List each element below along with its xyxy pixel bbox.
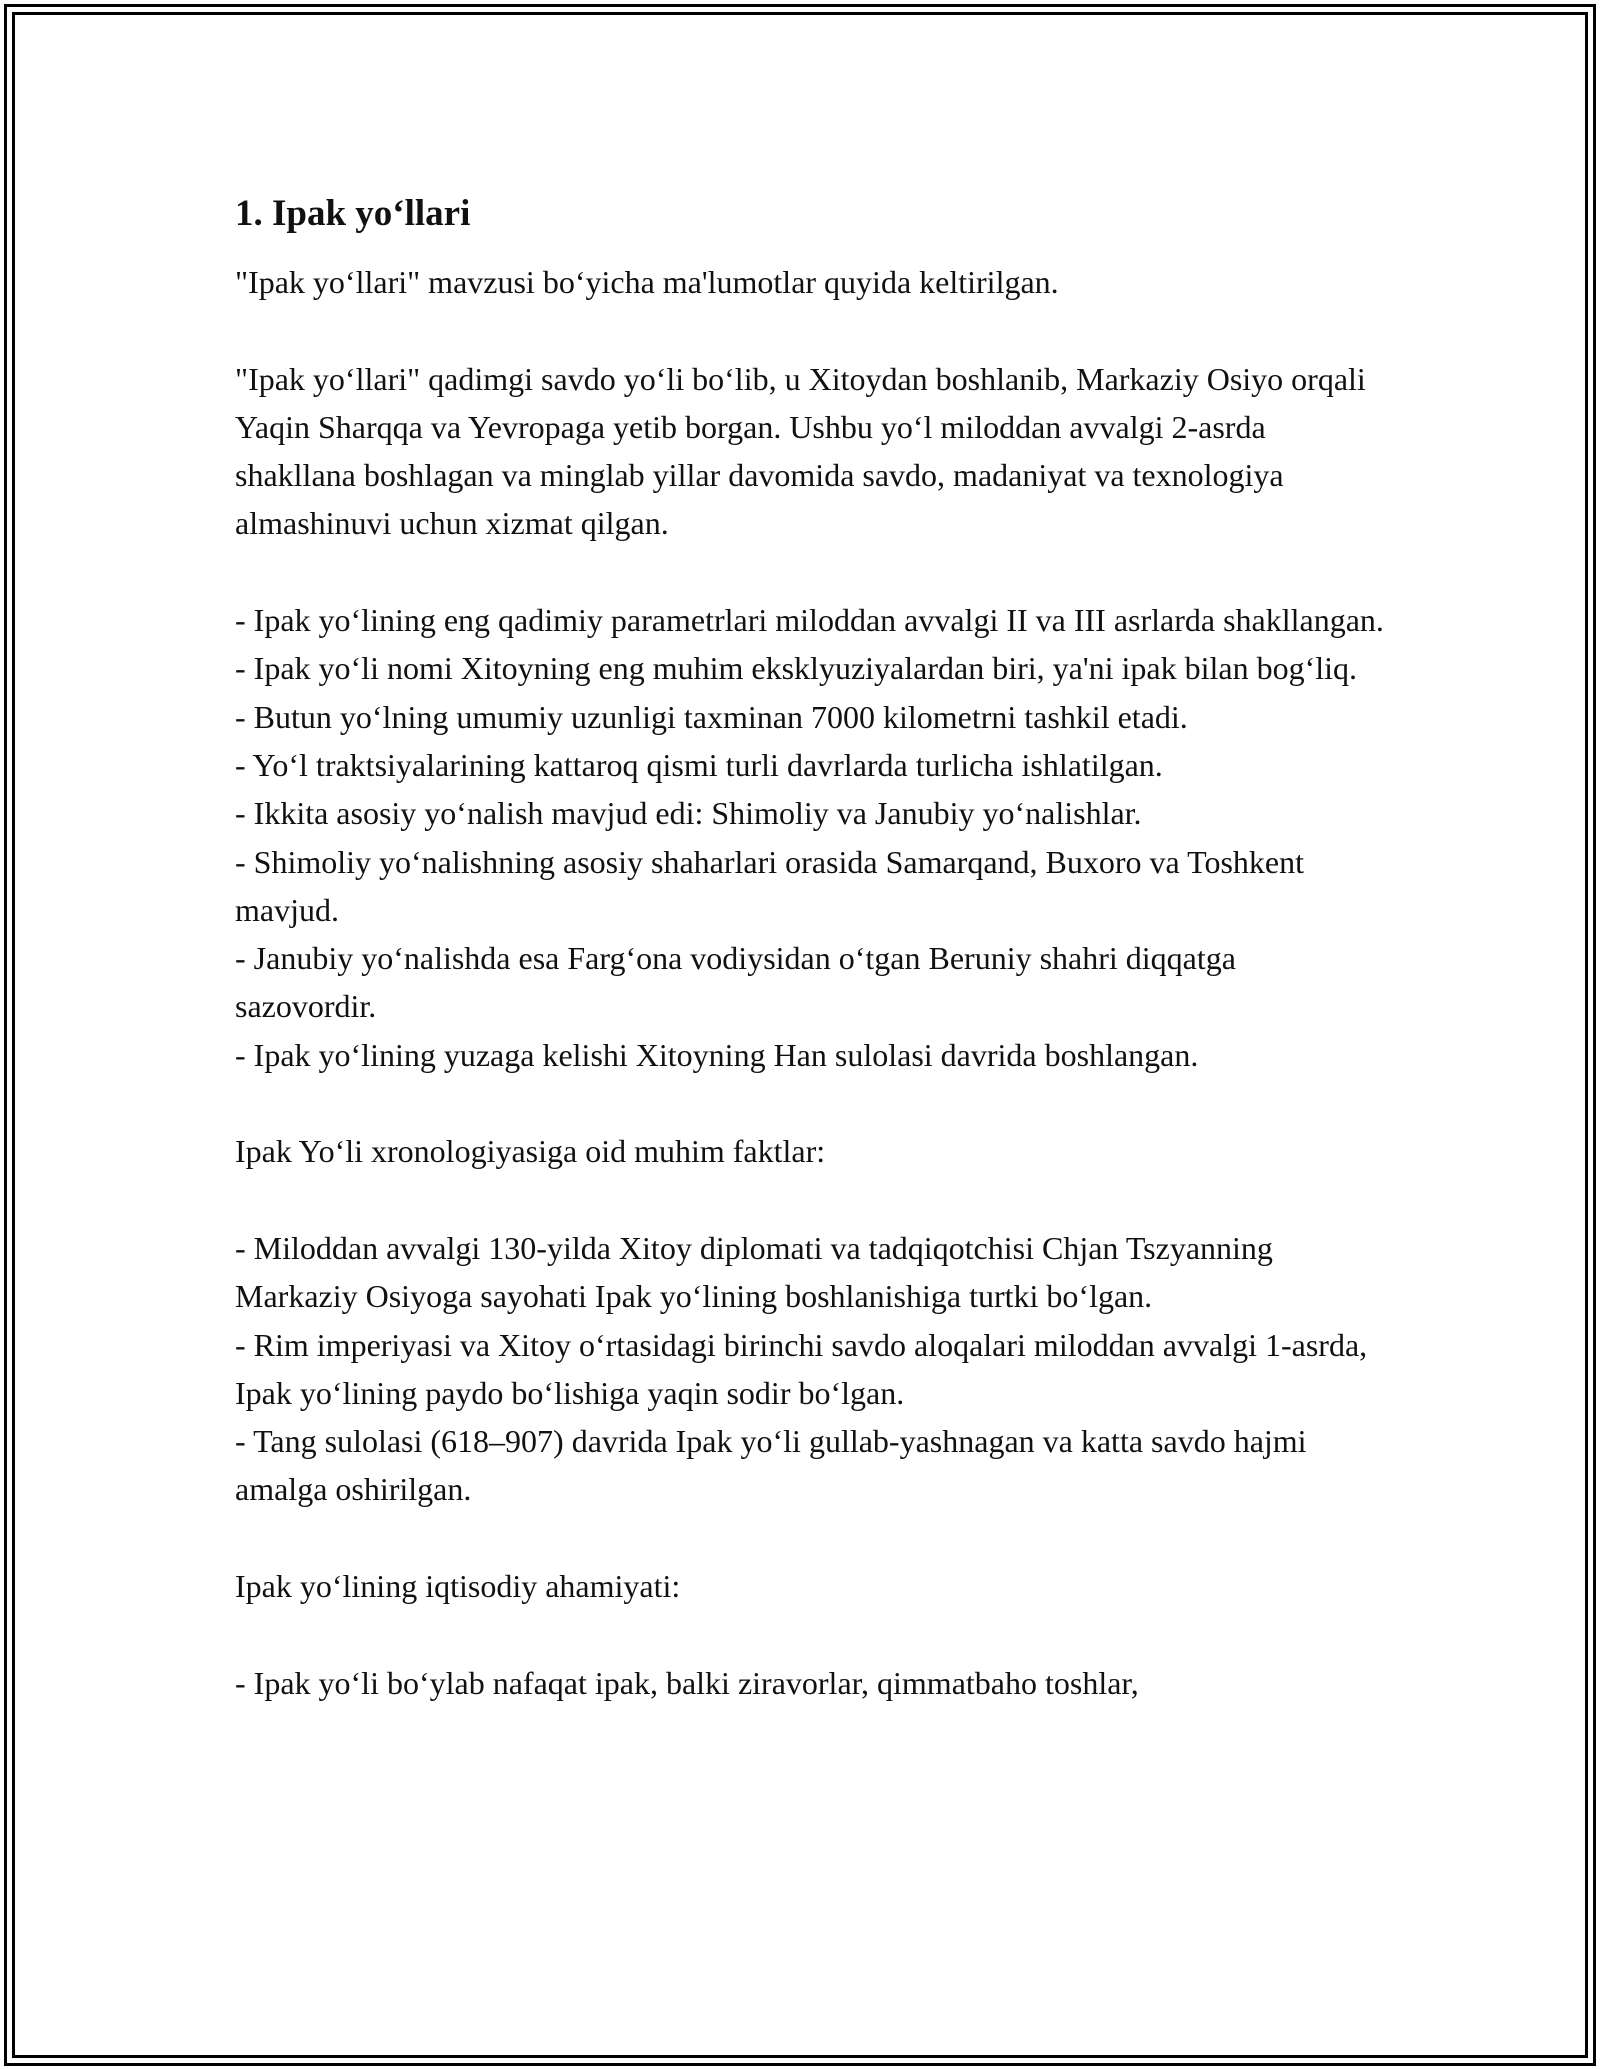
fact-item: - Yo‘l traktsiyalarining kattaroq qismi turli davrlarda turlicha ishlatilgan. — [235, 746, 1163, 783]
paragraph-gap — [235, 548, 1385, 596]
document-body — [235, 188, 1385, 1707]
fact-item: - Ipak yo‘lining yuzaga kelishi Xitoyning Han sulolasi davrida boshlangan. — [235, 1036, 1199, 1073]
section-heading: 1. Ipak yo‘llari — [235, 193, 471, 234]
fact-item: - Ipak yo‘lining eng qadimiy parametrlari miloddan avvalgi II va III asrlarda shakllangan. — [235, 602, 1384, 639]
economic-item: - Ipak yo‘li bo‘ylab nafaqat ipak, balki ziravorlar, qimmatbaho toshlar, — [235, 1664, 1139, 1701]
chronology-list — [235, 1224, 1385, 1514]
fact-item: - Shimoliy yo‘nalishning asosiy shaharlari orasida Samarqand, Buxoro va Toshkent mavjud. — [235, 843, 1312, 928]
chronology-item: - Rim imperiyasi va Xitoy o‘rtasidagi birinchi savdo aloqalari miloddan avvalgi 1-asrda, Ipak yo‘lining paydo bo‘lishiga yaqin sodir bo‘lgan. — [235, 1326, 1376, 1411]
chronology-item: - Tang sulolasi (618–907) davrida Ipak yo‘li gullab-yashnagan va katta savdo hajmi amalga oshirilgan. — [235, 1423, 1315, 1508]
paragraph-gap — [235, 1514, 1385, 1562]
fact-item: - Ikkita asosiy yo‘nalish mavjud edi: Shimoliy va Janubiy yo‘nalishlar. — [235, 795, 1142, 832]
paragraph-gap — [235, 306, 1385, 354]
chronology-item: - Miloddan avvalgi 130-yilda Xitoy diplomati va tadqiqotchisi Chjan Tszyanning Markaziy Osiyoga sayohati Ipak yo‘lining boshlanishiga turtki bo‘lgan. — [235, 1229, 1281, 1315]
paragraph-gap — [235, 1610, 1385, 1658]
paragraph-gap — [235, 1176, 1385, 1224]
fact-item: - Butun yo‘lning umumiy uzunligi taxminan 7000 kilometrni tashkil etadi. — [235, 698, 1188, 735]
description-paragraph: "Ipak yo‘llari" qadimgi savdo yo‘li bo‘lib, u Xitoydan boshlanib, Markaziy Osiyo orqali Yaqin Sharqqa va Yevropaga yetib borgan. Ushbu yo‘l miloddan avvalgi 2-asrda shakllana boshlagan va minglab yillar davomida savdo, madaniyat va texnologiya almashinuvi uchun xizmat qilgan. — [235, 360, 1373, 542]
economic-list — [235, 1659, 1385, 1707]
paragraph-gap — [235, 1079, 1385, 1127]
economic-title: Ipak yo‘lining iqtisodiy ahamiyati: — [235, 1568, 681, 1605]
facts-list — [235, 596, 1385, 1079]
fact-item: - Ipak yo‘li nomi Xitoyning eng muhim eksklyuziyalardan biri, ya'ni ipak bilan bog‘liq. — [235, 650, 1357, 687]
chronology-title: Ipak Yo‘li xronologiyasiga oid muhim faktlar: — [235, 1133, 826, 1170]
fact-item: - Janubiy yo‘nalishda esa Farg‘ona vodiysidan o‘tgan Beruniy shahri diqqatga sazovordir. — [235, 940, 1244, 1025]
intro-paragraph: "Ipak yo‘llari" mavzusi bo‘yicha ma'lumotlar quyida keltirilgan. — [235, 264, 1059, 300]
